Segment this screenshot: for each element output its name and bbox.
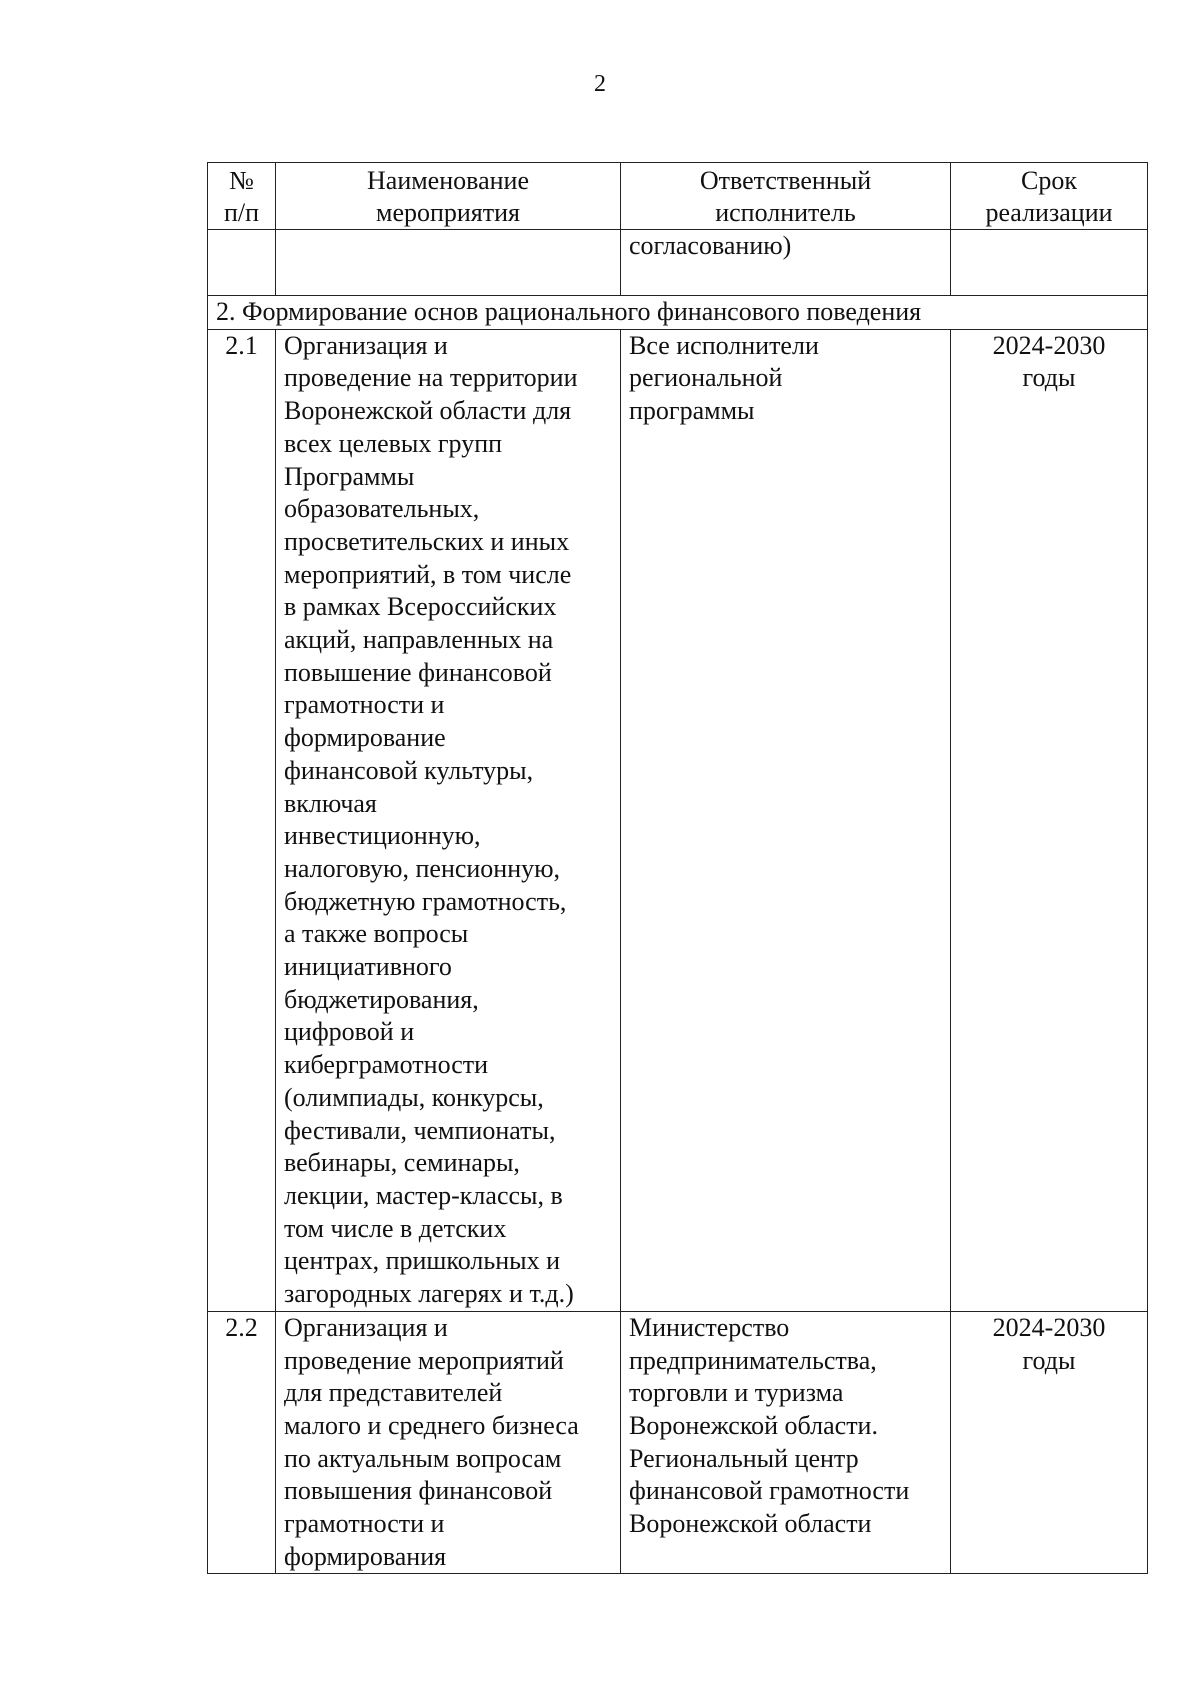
page-number: 2 (594, 71, 606, 97)
header-name: Наименование мероприятия (276, 163, 621, 230)
table-header-row (208, 163, 1148, 230)
section-heading: 2. Формирование основ рационального финансового поведения (208, 296, 1148, 330)
header-num: № п/п (208, 163, 276, 230)
continuation-executor: согласованию) (621, 230, 951, 296)
row-number: 2.1 (208, 329, 276, 1311)
table-row (208, 1311, 1148, 1574)
row-executor: Все исполнители региональной программы (621, 329, 951, 1311)
row-term: 2024-2030 годы (951, 329, 1148, 1311)
continuation-row (208, 230, 1148, 296)
row-measure-name: Организация и проведение мероприятий для представителей малого и среднего бизнеса по актуальным вопросам повышения финансовой грамотности и формирования (276, 1311, 621, 1574)
row-executor: Министерство предпринимательства, торговли и туризма Воронежской области. Региональный центр финансовой грамотности Воронежской области (621, 1311, 951, 1574)
row-term: 2024-2030 годы (951, 1311, 1148, 1574)
header-term: Срок реализации (951, 163, 1148, 230)
section-heading-row (208, 296, 1148, 330)
header-executor: Ответственный исполнитель (621, 163, 951, 230)
row-number: 2.2 (208, 1311, 276, 1574)
row-measure-name: Организация и проведение на территории Воронежской области для всех целевых групп Программы образовательных, просветительских и иных мероприятий, в том числе в рамках Всероссийских акций, направленных на повышение финансовой грамотности и формирование финансовой культуры, включая инвестиционную, налоговую, пенсионную, бюджетную грамотность, а также вопросы инициативного бюджетирования, цифровой и киберграмотности (олимпиады, конкурсы, фестивали, чемпионаты, вебинары, семинары, лекции, мастер-классы, в том числе в детских центрах, пришкольных и загородных лагерях и т.д.) (276, 329, 621, 1311)
measures-table (207, 162, 1148, 1574)
table-row (208, 329, 1148, 1311)
